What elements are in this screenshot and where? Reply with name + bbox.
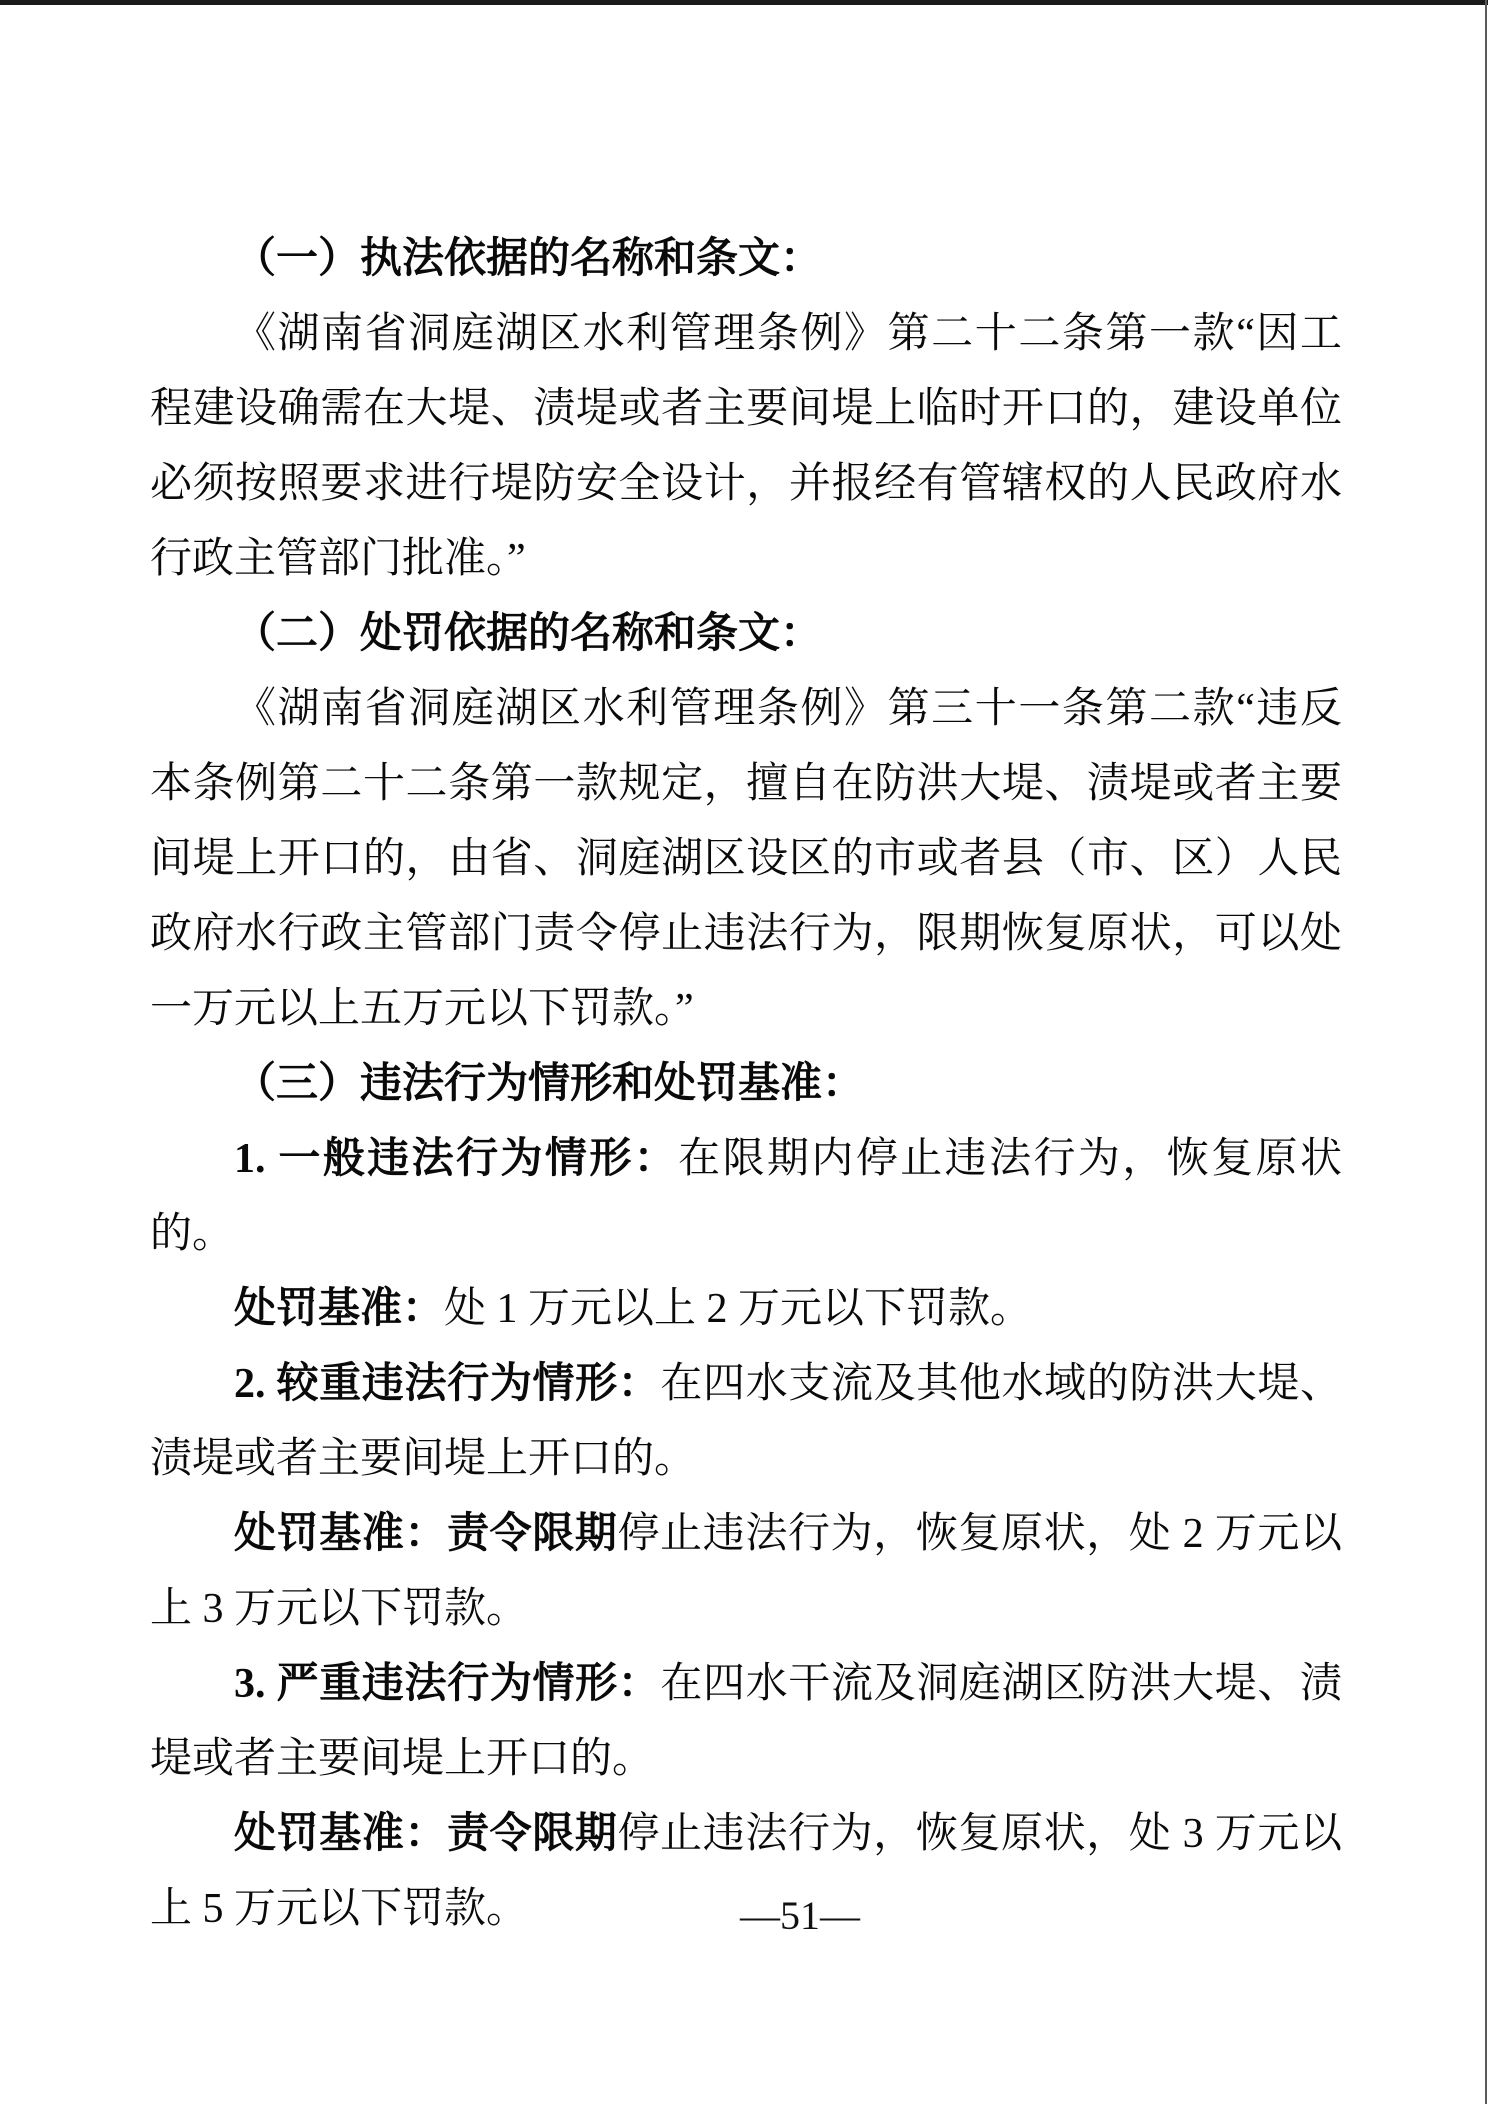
item-3-penalty-label: 处罚基准：责令限期 <box>234 1811 618 1857</box>
section-heading-2: （二）处罚依据的名称和条文： <box>234 611 823 657</box>
item-2-label: 2. 较重违法行为情形： <box>234 1361 661 1407</box>
item-3-label: 3. 严重违法行为情形： <box>234 1661 661 1707</box>
item-1-text: 在限期内停止违法行为，恢复原状的。 <box>150 1136 1342 1257</box>
item-1-penalty-label: 处罚基准： <box>234 1286 445 1332</box>
document-body <box>150 222 1342 1947</box>
item-2-text: 在四水支流及其他水域的防洪大堤、渍堤或者主要间堤上开口的。 <box>150 1361 1342 1482</box>
item-2-penalty-label: 处罚基准：责令限期 <box>234 1511 618 1557</box>
item-1-penalty <box>150 1272 1342 1347</box>
item-2-penalty-text: 停止违法行为，恢复原状，处 2 万元以上 3 万元以下罚款。 <box>150 1511 1342 1632</box>
scan-edge-right <box>1485 0 1487 2104</box>
item-3-text: 在四水干流及洞庭湖区防洪大堤、渍堤或者主要间堤上开口的。 <box>150 1661 1342 1782</box>
page-number: —51— <box>740 1893 860 1938</box>
paragraph-enforcement-basis: 《湖南省洞庭湖区水利管理条例》第二十二条第一款“因工程建设确需在大堤、渍堤或者主要间堤上临时开口的，建设单位必须按照要求进行堤防安全设计，并报经有管辖权的人民政府水行政主管部门批准。” <box>150 311 1342 582</box>
item-2-moderate-violation <box>150 1347 1342 1497</box>
paragraph-penalty-basis: 《湖南省洞庭湖区水利管理条例》第三十一条第二款“违反本条例第二十二条第一款规定，擅自在防洪大堤、渍堤或者主要间堤上开口的，由省、洞庭湖区设区的市或者县（市、区）人民政府水行政主管部门责令停止违法行为，限期恢复原状，可以处一万元以上五万元以下罚款。” <box>150 686 1342 1032</box>
scan-edge-top <box>0 0 1488 5</box>
item-1-label: 1. 一般违法行为情形： <box>234 1136 679 1182</box>
item-2-penalty <box>150 1497 1342 1647</box>
section-heading-1: （一）执法依据的名称和条文： <box>234 236 823 282</box>
item-1-general-violation <box>150 1122 1342 1272</box>
section-heading-3: （三）违法行为情形和处罚基准： <box>234 1061 865 1107</box>
item-1-penalty-text: 处 1 万元以上 2 万元以下罚款。 <box>444 1286 1033 1332</box>
item-3-severe-violation <box>150 1647 1342 1797</box>
item-3-penalty-text: 停止违法行为，恢复原状，处 3 万元以上 5 万元以下罚款。 <box>150 1811 1342 1932</box>
